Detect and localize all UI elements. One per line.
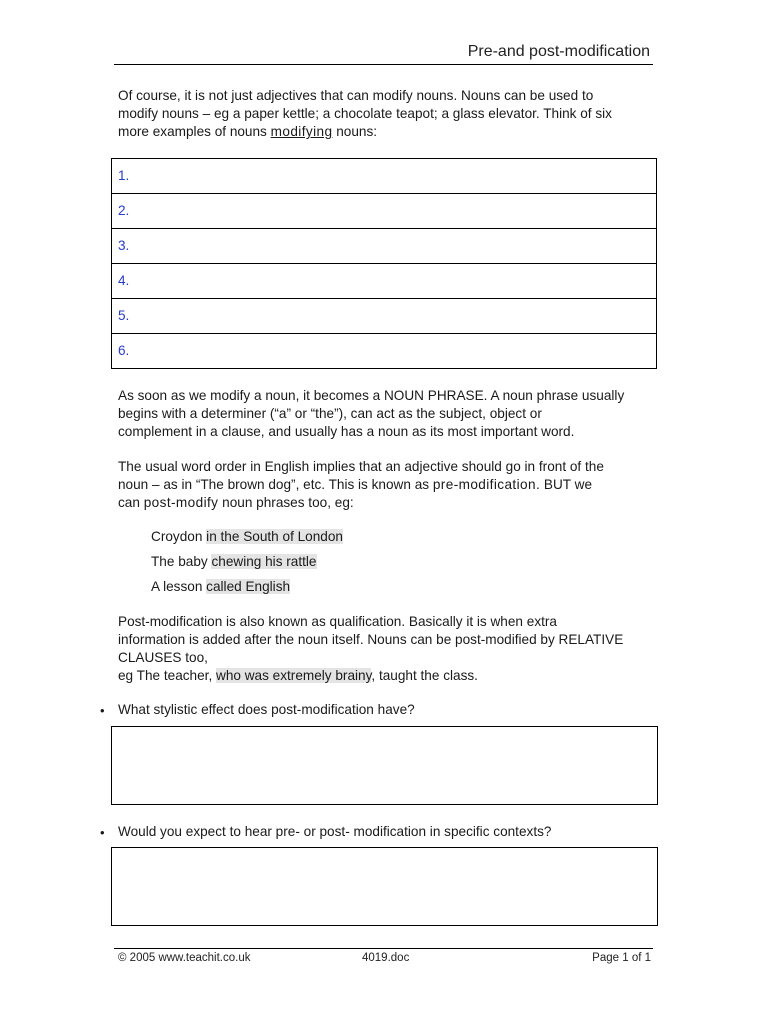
question-text: What stylistic effect does post-modification have? (118, 702, 415, 717)
paragraph-line (118, 494, 658, 512)
example-head: A lesson (151, 579, 207, 594)
intro-paragraph (118, 87, 658, 141)
question-text: Would you expect to hear pre- or post- modification in specific contexts? (118, 824, 552, 839)
paragraph-text: noun – as in “The brown dog”, etc. This is known as (118, 477, 433, 492)
paragraph-line: complement in a clause, and usually has a noun as its most important word. (118, 424, 575, 439)
intro-text: nouns: (332, 124, 378, 139)
paragraph-line: As soon as we modify a noun, it becomes a NOUN PHRASE. A noun phrase usually (118, 388, 625, 403)
table-row[interactable] (112, 194, 657, 229)
footer-doc-id: 4019.doc (362, 952, 410, 964)
example-line (151, 528, 343, 546)
paragraph-text: can (118, 495, 144, 510)
modifying-term: modifying (270, 124, 333, 139)
example-line (151, 553, 317, 571)
relative-clause-highlight: who was extremely brainy (216, 668, 372, 683)
example-head: Croydon (151, 529, 207, 544)
row-number[interactable]: 3. (112, 229, 657, 264)
row-number[interactable]: 4. (112, 264, 657, 299)
intro-line (118, 123, 658, 141)
row-number[interactable]: 1. (112, 159, 657, 194)
examples-answer-table (111, 158, 657, 369)
paragraph-line: Post-modification is also known as qualification. Basically it is when extra (118, 614, 557, 629)
bullet-marker: • (100, 825, 105, 840)
paragraph-line (118, 667, 666, 685)
paragraph-line: CLAUSES too, (118, 650, 208, 665)
paragraph-line: The usual word order in English implies that an adjective should go in front of the (118, 459, 604, 474)
table-row[interactable] (112, 159, 657, 194)
qualification-paragraph (118, 613, 666, 685)
row-number[interactable]: 2. (112, 194, 657, 229)
example-head: The baby (151, 554, 212, 569)
header-divider (114, 64, 653, 65)
table-row[interactable] (112, 229, 657, 264)
table-row[interactable] (112, 334, 657, 369)
paragraph-text: noun phrases too, eg: (218, 495, 354, 510)
intro-text: more examples of nouns (118, 124, 271, 139)
example-line (151, 578, 290, 596)
example-modifier: in the South of London (206, 529, 343, 544)
intro-line: modify nouns – eg a paper kettle; a chocolate teapot; a glass elevator. Think of six (118, 106, 612, 121)
paragraph-line: begins with a determiner (“a” or “the”), can act as the subject, object or (118, 406, 542, 421)
paragraph-text: eg The teacher, (118, 668, 216, 683)
example-modifier: called English (206, 579, 291, 594)
footer-page-number: Page 1 of 1 (592, 952, 651, 964)
paragraph-text: , taught the class. (371, 668, 478, 683)
pre-modification-term: pre-modification. (432, 477, 541, 492)
bullet-marker: • (100, 703, 105, 718)
answer-box-contexts[interactable] (111, 847, 658, 926)
footer-divider (114, 948, 653, 949)
paragraph-line (118, 476, 658, 494)
intro-line: Of course, it is not just adjectives that can modify nouns. Nouns can be used to (118, 88, 594, 103)
table-row[interactable] (112, 299, 657, 334)
example-modifier: chewing his rattle (211, 554, 317, 569)
paragraph-line: information is added after the noun itself. Nouns can be post-modified by RELATIVE (118, 632, 624, 647)
page-title: Pre-and post-modification (467, 43, 650, 60)
paragraph-text: BUT we (540, 477, 593, 492)
answer-box-stylistic-effect[interactable] (111, 726, 658, 805)
row-number[interactable]: 6. (112, 334, 657, 369)
post-modify-term: post-modify (143, 495, 219, 510)
table-row[interactable] (112, 264, 657, 299)
row-number[interactable]: 5. (112, 299, 657, 334)
word-order-paragraph (118, 458, 658, 512)
footer-copyright: © 2005 www.teachit.co.uk (118, 952, 251, 964)
noun-phrase-paragraph (118, 387, 658, 441)
